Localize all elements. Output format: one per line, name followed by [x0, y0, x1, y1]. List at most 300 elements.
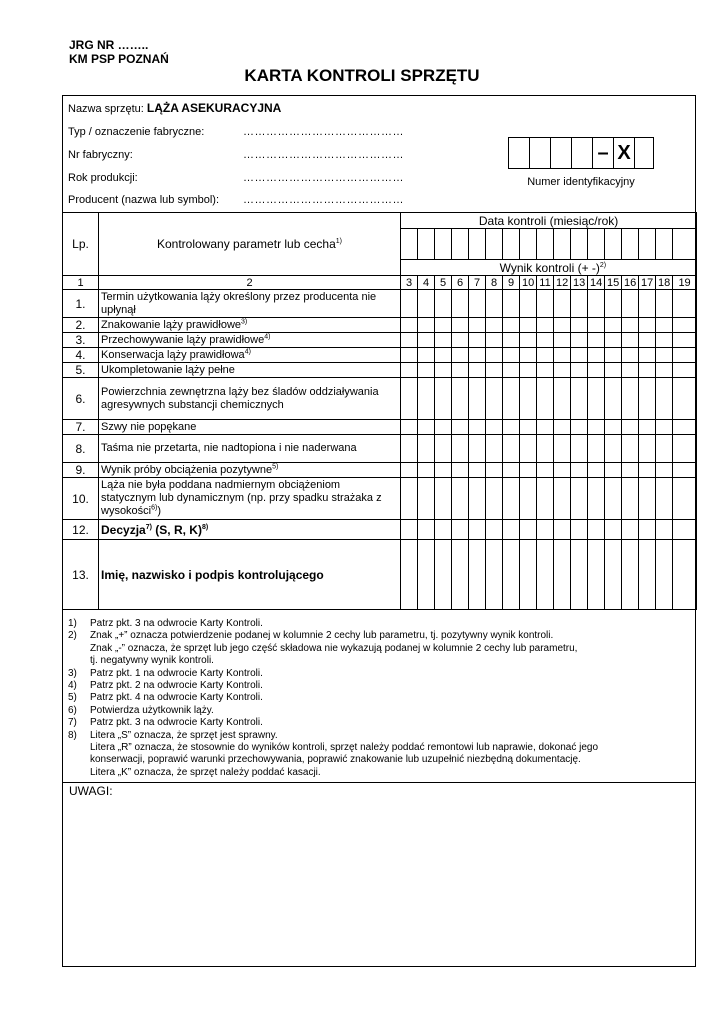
- result-cell[interactable]: [503, 378, 520, 420]
- result-cell[interactable]: [435, 435, 452, 463]
- result-cell[interactable]: [401, 363, 418, 378]
- param-header-sup: 1): [335, 238, 342, 245]
- result-cell[interactable]: [588, 363, 605, 378]
- result-cell[interactable]: [622, 378, 639, 420]
- result-cell[interactable]: [418, 318, 435, 333]
- result-cell[interactable]: [622, 363, 639, 378]
- date-cell[interactable]: [571, 229, 588, 260]
- result-cell[interactable]: [486, 463, 503, 478]
- result-cell[interactable]: [537, 378, 554, 420]
- decision-text: Decyzja: [101, 522, 146, 537]
- decision-result-cell[interactable]: [537, 520, 554, 540]
- result-cell[interactable]: [435, 318, 452, 333]
- date-cell[interactable]: [452, 229, 469, 260]
- result-cell[interactable]: [639, 420, 656, 435]
- decision-result-cell[interactable]: [503, 520, 520, 540]
- column-number: 7: [469, 276, 486, 290]
- result-cell[interactable]: [639, 478, 656, 520]
- signature-cell[interactable]: [571, 540, 588, 610]
- result-cell[interactable]: [537, 435, 554, 463]
- date-cell[interactable]: [656, 229, 673, 260]
- result-cell[interactable]: [486, 378, 503, 420]
- row-parameter: [99, 348, 401, 363]
- result-cell[interactable]: [452, 378, 469, 420]
- table-row: [63, 420, 697, 435]
- parameter-text: Taśma nie przetarta, nie nadtopiona i nie naderwana: [101, 442, 357, 454]
- result-cell[interactable]: [673, 478, 697, 520]
- footnote-text: Patrz pkt. 4 na odwrocie Karty Kontroli.: [90, 692, 263, 704]
- date-cell[interactable]: [418, 229, 435, 260]
- result-cell[interactable]: [673, 363, 697, 378]
- result-cell[interactable]: [537, 363, 554, 378]
- result-cell[interactable]: [452, 348, 469, 363]
- id-cell[interactable]: [635, 138, 655, 168]
- result-cell[interactable]: [537, 348, 554, 363]
- result-cell[interactable]: [656, 333, 673, 348]
- result-cell[interactable]: [401, 318, 418, 333]
- result-cell[interactable]: [537, 318, 554, 333]
- decision-result-cell[interactable]: [469, 520, 486, 540]
- result-cell[interactable]: [469, 363, 486, 378]
- decision-result-cell[interactable]: [605, 520, 622, 540]
- result-cell[interactable]: [571, 348, 588, 363]
- result-cell[interactable]: [656, 363, 673, 378]
- result-cell[interactable]: [554, 318, 571, 333]
- result-cell[interactable]: [418, 463, 435, 478]
- footnote-text: Patrz pkt. 1 na odwrocie Karty Kontroli.: [90, 667, 263, 679]
- result-cell[interactable]: [639, 348, 656, 363]
- date-cell[interactable]: [503, 229, 520, 260]
- parameter-text: Przechowywanie ląży prawidłowe: [101, 333, 265, 346]
- parameter-text: Wynik próby obciążenia pozytywne: [101, 463, 273, 476]
- result-cell[interactable]: [537, 463, 554, 478]
- signature-cell[interactable]: [588, 540, 605, 610]
- parameter-text: Ukompletowanie ląży pełne: [101, 363, 235, 376]
- parameter-footnote: 6): [151, 504, 158, 512]
- footnote: [68, 717, 688, 729]
- footnote-text: Patrz pkt. 2 na odwrocie Karty Kontroli.: [90, 680, 263, 692]
- result-cell[interactable]: [656, 290, 673, 318]
- footnote: [68, 742, 688, 754]
- result-cell[interactable]: [435, 363, 452, 378]
- result-cell[interactable]: [503, 333, 520, 348]
- row-lp: 6.: [63, 378, 99, 420]
- column-number: 13: [571, 276, 588, 290]
- date-cell[interactable]: [605, 229, 622, 260]
- parameter-footnote: 3): [241, 317, 248, 325]
- result-header-text: Wynik kontroli (+ -): [499, 260, 600, 275]
- result-cell[interactable]: [486, 363, 503, 378]
- result-cell[interactable]: [605, 348, 622, 363]
- footnote-text: Patrz pkt. 3 na odwrocie Karty Kontroli.: [90, 717, 263, 729]
- result-cell[interactable]: [503, 318, 520, 333]
- footnote-text: Znak „+” oznacza potwierdzenie podanej w kolumnie 2 cechy lub parametru, tj. pozytywny wynik kontroli.: [90, 630, 554, 642]
- date-cell[interactable]: [486, 229, 503, 260]
- result-cell[interactable]: [656, 348, 673, 363]
- signature-cell[interactable]: [503, 540, 520, 610]
- signature-cell[interactable]: [554, 540, 571, 610]
- result-cell[interactable]: [520, 463, 537, 478]
- footnote-number: [68, 742, 90, 754]
- result-cell[interactable]: [503, 348, 520, 363]
- footnote-number: 5): [68, 692, 77, 704]
- decision-options: (S, R, K): [151, 522, 202, 537]
- result-cell[interactable]: [588, 420, 605, 435]
- parameter-footnote: 4): [264, 332, 271, 340]
- footnote-text: Znak „-” oznacza, że sprzęt lub jego część składowa nie wykazują podanej w kolumnie 2 cechy lub parametru,: [90, 642, 578, 654]
- result-cell[interactable]: [605, 363, 622, 378]
- result-cell[interactable]: [673, 378, 697, 420]
- result-cell[interactable]: [605, 435, 622, 463]
- decision-result-cell[interactable]: [520, 520, 537, 540]
- result-cell[interactable]: [673, 318, 697, 333]
- result-cell[interactable]: [571, 478, 588, 520]
- result-cell[interactable]: [452, 318, 469, 333]
- signature-cell[interactable]: [537, 540, 554, 610]
- equipment-name-value: LĄŻA ASEKURACYJNA: [146, 101, 282, 115]
- footnote-text: konserwacji, poprawić warunki przechowywania, poprawić znakowanie lub uzupełnić niezbędną dokumentację.: [90, 754, 581, 766]
- result-cell[interactable]: [520, 363, 537, 378]
- id-cell[interactable]: [509, 138, 530, 168]
- result-cell[interactable]: [520, 435, 537, 463]
- result-cell[interactable]: [435, 463, 452, 478]
- result-cell[interactable]: [486, 478, 503, 520]
- result-cell[interactable]: [588, 435, 605, 463]
- result-cell[interactable]: [554, 478, 571, 520]
- result-cell[interactable]: [401, 378, 418, 420]
- year-field[interactable]: ……………………………………: [243, 172, 404, 184]
- result-cell[interactable]: [571, 435, 588, 463]
- footnotes: [68, 618, 688, 779]
- result-cell[interactable]: [469, 318, 486, 333]
- result-cell[interactable]: [435, 378, 452, 420]
- result-cell[interactable]: [418, 333, 435, 348]
- footnote-number: 1): [68, 618, 77, 629]
- decision-result-cell[interactable]: [452, 520, 469, 540]
- result-cell[interactable]: [656, 435, 673, 463]
- result-cell[interactable]: [469, 478, 486, 520]
- result-cell[interactable]: [537, 290, 554, 318]
- result-cell[interactable]: [452, 290, 469, 318]
- signature-cell[interactable]: [639, 540, 656, 610]
- result-cell[interactable]: [554, 435, 571, 463]
- producer-field[interactable]: ……………………………………: [243, 194, 404, 206]
- result-cell[interactable]: [503, 420, 520, 435]
- result-cell[interactable]: [503, 478, 520, 520]
- result-cell[interactable]: [401, 478, 418, 520]
- result-cell[interactable]: [622, 478, 639, 520]
- result-cell[interactable]: [452, 463, 469, 478]
- result-cell[interactable]: [622, 318, 639, 333]
- serial-label: Nr fabryczny:: [68, 149, 133, 161]
- result-cell[interactable]: [554, 463, 571, 478]
- signature-cell[interactable]: [656, 540, 673, 610]
- result-header-sup: 2): [599, 261, 607, 269]
- id-number-caption: Numer identyfikacyjny: [527, 176, 635, 188]
- result-cell[interactable]: [486, 348, 503, 363]
- date-cell[interactable]: [469, 229, 486, 260]
- signature-cell[interactable]: [435, 540, 452, 610]
- id-cell[interactable]: [530, 138, 551, 168]
- result-cell[interactable]: [418, 420, 435, 435]
- result-cell[interactable]: [418, 378, 435, 420]
- decision-result-cell[interactable]: [639, 520, 656, 540]
- footnote: [68, 643, 688, 655]
- signature-cell[interactable]: [520, 540, 537, 610]
- serial-field[interactable]: ……………………………………: [243, 149, 404, 161]
- decision-result-cell[interactable]: [554, 520, 571, 540]
- footnote: [68, 692, 688, 704]
- result-cell[interactable]: [503, 435, 520, 463]
- parameter-text: Szwy nie popękane: [101, 420, 197, 433]
- decision-result-cell[interactable]: [571, 520, 588, 540]
- result-cell[interactable]: [656, 420, 673, 435]
- date-cell[interactable]: [401, 229, 418, 260]
- result-cell[interactable]: [469, 420, 486, 435]
- result-cell[interactable]: [452, 435, 469, 463]
- result-cell[interactable]: [452, 333, 469, 348]
- result-cell[interactable]: [537, 478, 554, 520]
- result-cell[interactable]: [452, 420, 469, 435]
- footnote: [68, 754, 688, 766]
- result-cell[interactable]: [656, 378, 673, 420]
- date-cell[interactable]: [554, 229, 571, 260]
- signature-cell[interactable]: [469, 540, 486, 610]
- footnote-number: 8): [68, 729, 77, 741]
- footnote: [68, 767, 688, 779]
- result-cell[interactable]: [622, 290, 639, 318]
- decision-result-cell[interactable]: [418, 520, 435, 540]
- result-cell[interactable]: [605, 333, 622, 348]
- decision-result-cell[interactable]: [435, 520, 452, 540]
- result-cell[interactable]: [588, 463, 605, 478]
- result-cell[interactable]: [418, 363, 435, 378]
- result-cell[interactable]: [588, 378, 605, 420]
- id-cell[interactable]: [572, 138, 593, 168]
- result-cell[interactable]: [401, 463, 418, 478]
- result-cell[interactable]: [588, 478, 605, 520]
- id-dash: –: [593, 138, 614, 168]
- signature-cell[interactable]: [452, 540, 469, 610]
- column-number: 10: [520, 276, 537, 290]
- result-cell[interactable]: [571, 318, 588, 333]
- result-cell[interactable]: [571, 463, 588, 478]
- column-number: 17: [639, 276, 656, 290]
- result-cell[interactable]: [554, 420, 571, 435]
- decision-result-cell[interactable]: [673, 520, 697, 540]
- result-cell[interactable]: [401, 348, 418, 363]
- result-cell[interactable]: [605, 290, 622, 318]
- footnote-number: 2): [68, 630, 77, 642]
- result-cell[interactable]: [486, 290, 503, 318]
- footnote: [68, 730, 688, 742]
- result-cell[interactable]: [435, 478, 452, 520]
- decision-result-cell[interactable]: [622, 520, 639, 540]
- result-cell[interactable]: [588, 318, 605, 333]
- result-cell[interactable]: [469, 333, 486, 348]
- result-cell[interactable]: [605, 378, 622, 420]
- result-cell[interactable]: [520, 290, 537, 318]
- signature-cell[interactable]: [401, 540, 418, 610]
- inspector-signature-label: Imię, nazwisko i podpis kontrolującego: [99, 540, 401, 610]
- date-cell[interactable]: [639, 229, 656, 260]
- footnote-number: [68, 643, 90, 655]
- result-cell[interactable]: [469, 435, 486, 463]
- result-cell[interactable]: [656, 478, 673, 520]
- result-cell[interactable]: [588, 333, 605, 348]
- parameter-text: Ląża nie była poddana nadmiernym obciążeniom statycznym lub dynamicznym (np. przy spadku strażaka z wysokości: [101, 479, 382, 517]
- result-cell[interactable]: [571, 363, 588, 378]
- id-cell[interactable]: [551, 138, 572, 168]
- date-cell[interactable]: [588, 229, 605, 260]
- row13-lp: 13.: [63, 540, 99, 610]
- result-cell[interactable]: [418, 348, 435, 363]
- result-cell[interactable]: [673, 290, 697, 318]
- footnote: [68, 705, 688, 717]
- signature-cell[interactable]: [673, 540, 697, 610]
- signature-cell[interactable]: [418, 540, 435, 610]
- result-cell[interactable]: [418, 478, 435, 520]
- id-x: X: [614, 138, 635, 168]
- result-cell[interactable]: [435, 420, 452, 435]
- equipment-name-row: [68, 101, 281, 115]
- result-cell[interactable]: [520, 333, 537, 348]
- result-cell[interactable]: [401, 435, 418, 463]
- date-cell[interactable]: [435, 229, 452, 260]
- result-cell[interactable]: [435, 333, 452, 348]
- inspection-table: [62, 212, 697, 610]
- date-cell[interactable]: [520, 229, 537, 260]
- result-cell[interactable]: [401, 333, 418, 348]
- result-cell[interactable]: [435, 290, 452, 318]
- result-cell[interactable]: [571, 378, 588, 420]
- result-cell[interactable]: [486, 333, 503, 348]
- result-cell[interactable]: [452, 478, 469, 520]
- result-cell[interactable]: [554, 363, 571, 378]
- result-cell[interactable]: [520, 348, 537, 363]
- result-cell[interactable]: [588, 348, 605, 363]
- result-cell[interactable]: [673, 333, 697, 348]
- result-cell[interactable]: [656, 463, 673, 478]
- result-cell[interactable]: [537, 420, 554, 435]
- result-cell[interactable]: [571, 420, 588, 435]
- result-cell[interactable]: [469, 463, 486, 478]
- result-cell[interactable]: [639, 333, 656, 348]
- date-cell[interactable]: [537, 229, 554, 260]
- parameter-text: Znakowanie ląży prawidłowe: [101, 318, 242, 331]
- result-cell[interactable]: [520, 318, 537, 333]
- param-header-text: Kontrolowany parametr lub cecha: [157, 237, 336, 251]
- decision-result-cell[interactable]: [656, 520, 673, 540]
- result-cell[interactable]: [639, 378, 656, 420]
- result-cell[interactable]: [639, 463, 656, 478]
- result-cell[interactable]: [452, 363, 469, 378]
- result-cell[interactable]: [486, 318, 503, 333]
- column-number: 15: [605, 276, 622, 290]
- footnote-text: tj. negatywny wynik kontroli.: [90, 655, 214, 667]
- result-cell[interactable]: [622, 348, 639, 363]
- result-cell[interactable]: [469, 348, 486, 363]
- column-number: 3: [401, 276, 418, 290]
- result-cell[interactable]: [469, 378, 486, 420]
- result-cell[interactable]: [520, 420, 537, 435]
- result-cell[interactable]: [622, 333, 639, 348]
- footnote-number: 6): [68, 704, 77, 716]
- result-cell[interactable]: [605, 463, 622, 478]
- result-cell[interactable]: [520, 478, 537, 520]
- result-cell[interactable]: [588, 290, 605, 318]
- result-cell[interactable]: [554, 348, 571, 363]
- result-cell[interactable]: [673, 463, 697, 478]
- table-row: [63, 318, 697, 333]
- signature-cell[interactable]: [622, 540, 639, 610]
- result-cell[interactable]: [639, 318, 656, 333]
- type-field[interactable]: ……………………………………: [243, 126, 404, 138]
- result-cell[interactable]: [401, 420, 418, 435]
- result-cell[interactable]: [571, 333, 588, 348]
- result-cell[interactable]: [673, 435, 697, 463]
- result-cell[interactable]: [469, 290, 486, 318]
- result-cell[interactable]: [486, 420, 503, 435]
- result-cell[interactable]: [537, 333, 554, 348]
- result-cell[interactable]: [554, 333, 571, 348]
- result-cell[interactable]: [639, 435, 656, 463]
- decision-result-cell[interactable]: [588, 520, 605, 540]
- decision-cell: [99, 520, 401, 540]
- result-cell[interactable]: [622, 435, 639, 463]
- result-cell[interactable]: [418, 290, 435, 318]
- result-cell[interactable]: [571, 290, 588, 318]
- result-cell[interactable]: [503, 290, 520, 318]
- row-lp: 10.: [63, 478, 99, 520]
- result-cell[interactable]: [639, 363, 656, 378]
- result-cell[interactable]: [554, 290, 571, 318]
- result-cell[interactable]: [622, 420, 639, 435]
- result-cell[interactable]: [622, 463, 639, 478]
- result-cell[interactable]: [605, 478, 622, 520]
- footnote-number: 7): [68, 717, 77, 729]
- table-row: [63, 378, 697, 420]
- result-cell[interactable]: [554, 378, 571, 420]
- result-cell[interactable]: [503, 463, 520, 478]
- result-cell[interactable]: [673, 348, 697, 363]
- result-cell[interactable]: [486, 435, 503, 463]
- signature-cell[interactable]: [486, 540, 503, 610]
- result-cell[interactable]: [605, 318, 622, 333]
- row-lp: 5.: [63, 363, 99, 378]
- row-lp: 9.: [63, 463, 99, 478]
- date-cell[interactable]: [622, 229, 639, 260]
- row-lp: 8.: [63, 435, 99, 463]
- signature-cell[interactable]: [605, 540, 622, 610]
- result-cell[interactable]: [418, 435, 435, 463]
- row-lp: 1.: [63, 290, 99, 318]
- decision-result-cell[interactable]: [401, 520, 418, 540]
- result-cell[interactable]: [639, 290, 656, 318]
- parameter-text: Konserwacja ląży prawidłowa: [101, 348, 245, 361]
- result-cell[interactable]: [401, 290, 418, 318]
- decision-result-cell[interactable]: [486, 520, 503, 540]
- column-number: 8: [486, 276, 503, 290]
- result-cell[interactable]: [605, 420, 622, 435]
- type-label: Typ / oznaczenie fabryczne:: [68, 126, 205, 138]
- result-cell[interactable]: [520, 378, 537, 420]
- result-cell[interactable]: [435, 348, 452, 363]
- result-cell[interactable]: [503, 363, 520, 378]
- date-cell[interactable]: [673, 229, 697, 260]
- result-cell[interactable]: [656, 318, 673, 333]
- result-cell[interactable]: [673, 420, 697, 435]
